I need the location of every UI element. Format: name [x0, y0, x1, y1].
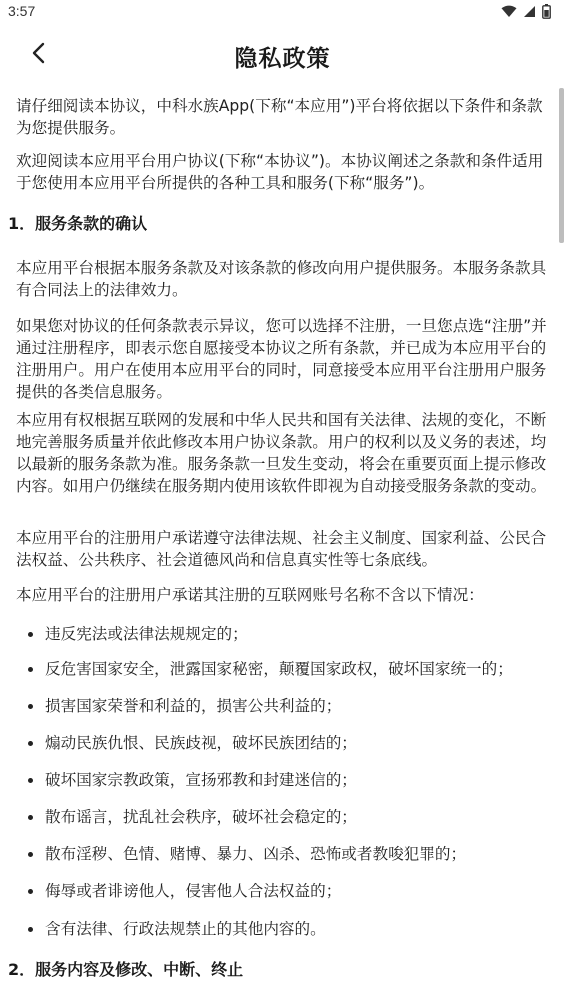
section-heading: 1．服务条款的确认: [8, 214, 148, 233]
list-item: [28, 918, 552, 940]
list-item: [28, 806, 552, 828]
bullet-icon: [28, 927, 33, 932]
section-paragraph: 如果您对协议的任何条款表示异议，您可以选择不注册，一旦您点选“注册”并通过注册程序，即表示您自愿接受本协议之所有条款，并已成为本应用平台的注册用户。用户在使用本应用平台的同时，同意接受本应用平台注册用户服务提供的各类信息服务。: [16, 317, 547, 401]
list-item: [28, 732, 552, 754]
signal-icon: [523, 5, 536, 18]
bullet-icon: [28, 889, 33, 894]
bullet-icon: [28, 667, 33, 672]
list-item-text: 反危害国家安全，泄露国家秘密，颠覆国家政权，破坏国家统一的；: [45, 660, 513, 678]
list-item-text: 破坏国家宗教政策，宣扬邪教和封建迷信的；: [45, 771, 357, 789]
intro-paragraph: 欢迎阅读本应用平台用户协议(下称“本协议”)。本协议阐述之条款和条件适用于您使用本应用平台所提供的各种工具和服务(下称“服务”)。: [16, 152, 544, 192]
section-paragraph: 本应用平台根据本服务条款及对该条款的修改向用户提供服务。本服务条款具有合同法上的法律效力。: [16, 259, 547, 299]
section-paragraph: 本应用有权根据互联网的发展和中华人民共和国有关法律、法规的变化，不断地完善服务质量并依此修改本用户协议条款。用户的权利以及义务的表述，均以最新的服务条款为准。服务条款一旦发生变动，将会在重要页面上提示修改内容。如用户仍继续在服务期内使用该软件即视为自动接受服务条款的变动。: [16, 411, 547, 495]
status-bar: [0, 0, 565, 24]
bullet-icon: [28, 815, 33, 820]
status-icons: [501, 4, 551, 19]
status-time: 3:57: [8, 3, 36, 19]
wifi-icon: [501, 5, 517, 18]
bullet-icon: [28, 741, 33, 746]
section-paragraph: 本应用平台的注册用户承诺遵守法律法规、社会主义制度、国家利益、公民合法权益、公共秩序、社会道德风尚和信息真实性等七条底线。: [16, 529, 547, 569]
list-item-text: 散布淫秽、色情、赌博、暴力、凶杀、恐怖或者教唆犯罪的；: [45, 845, 467, 863]
section-heading: 2．服务内容及修改、中断、终止: [8, 960, 244, 979]
page-title: 隐私政策: [234, 46, 331, 72]
list-item: [28, 695, 552, 717]
bullet-icon: [28, 778, 33, 783]
list-item-text: 侮辱或者诽谤他人，侵害他人合法权益的；: [45, 882, 342, 900]
list-item-text: 损害国家荣誉和利益的，损害公共利益的；: [45, 697, 342, 715]
scrollbar[interactable]: [559, 88, 564, 243]
bullet-icon: [28, 704, 33, 709]
list-item-text: 煽动民族仇恨、民族歧视，破坏民族团结的；: [45, 734, 357, 752]
battery-icon: [542, 4, 551, 19]
list-item: [28, 658, 552, 680]
bullet-icon: [28, 852, 33, 857]
list-item: [28, 880, 552, 902]
list-item: [28, 769, 552, 791]
section-paragraph: 本应用平台的注册用户承诺其注册的互联网账号名称不含以下情况：: [16, 586, 484, 604]
list-item: [28, 623, 552, 645]
bullet-icon: [28, 632, 33, 637]
list-item: [28, 843, 552, 865]
intro-paragraph: 请仔细阅读本协议，中科水族App(下称“本应用”)平台将依据以下条件和条款为您提供服务。: [16, 97, 543, 137]
list-item-text: 违反宪法或法律法规规定的；: [45, 625, 248, 643]
list-item-text: 散布谣言，扰乱社会秩序，破坏社会稳定的；: [45, 808, 357, 826]
app-bar: [0, 24, 565, 86]
list-item-text: 含有法律、行政法规禁止的其他内容的。: [45, 920, 326, 938]
